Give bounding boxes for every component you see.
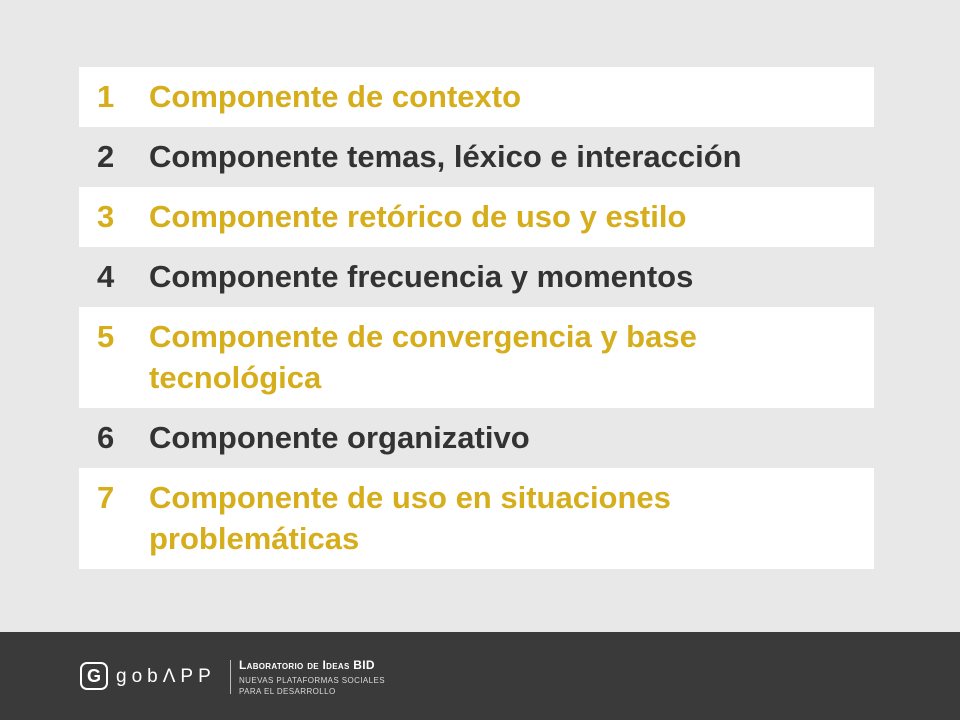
list-item-3 xyxy=(79,187,874,247)
logo-glyph: G xyxy=(86,666,101,686)
item-label: Componente retórico de uso y estilo xyxy=(149,199,687,234)
item-number: 2 xyxy=(97,139,115,174)
item-label: Componente de contexto xyxy=(149,79,522,114)
component-list xyxy=(79,67,874,569)
list-item-7 xyxy=(79,468,874,569)
list-item-1 xyxy=(79,67,874,127)
item-number: 3 xyxy=(97,199,115,234)
gobapp-wordmark: gobΛPP xyxy=(116,666,216,687)
footer-bar xyxy=(0,632,960,720)
item-number: 7 xyxy=(97,480,115,515)
item-label: Componente frecuencia y momentos xyxy=(149,259,694,294)
list-item-5 xyxy=(79,307,874,408)
item-number: 1 xyxy=(97,79,115,114)
item-label: Componente de uso en situaciones problemáticas xyxy=(149,480,671,556)
item-number: 4 xyxy=(97,259,115,294)
item-label: Componente organizativo xyxy=(149,420,530,455)
item-label: Componente temas, léxico e interacción xyxy=(149,139,742,174)
list-item-6 xyxy=(79,408,874,468)
item-label: Componente de convergencia y base tecnológica xyxy=(149,319,697,395)
lab-subtitle-line-2: PARA EL DESARROLLO xyxy=(239,687,336,696)
footer-divider xyxy=(230,660,231,694)
list-item-2 xyxy=(79,127,874,187)
lab-subtitle-line-1: NUEVAS PLATAFORMAS SOCIALES xyxy=(239,676,385,685)
list-item-4 xyxy=(79,247,874,307)
item-number: 6 xyxy=(97,420,115,455)
gobapp-logo-icon xyxy=(80,662,108,690)
item-number: 5 xyxy=(97,319,115,354)
lab-title: Laboratorio de Ideas BID xyxy=(239,658,375,672)
